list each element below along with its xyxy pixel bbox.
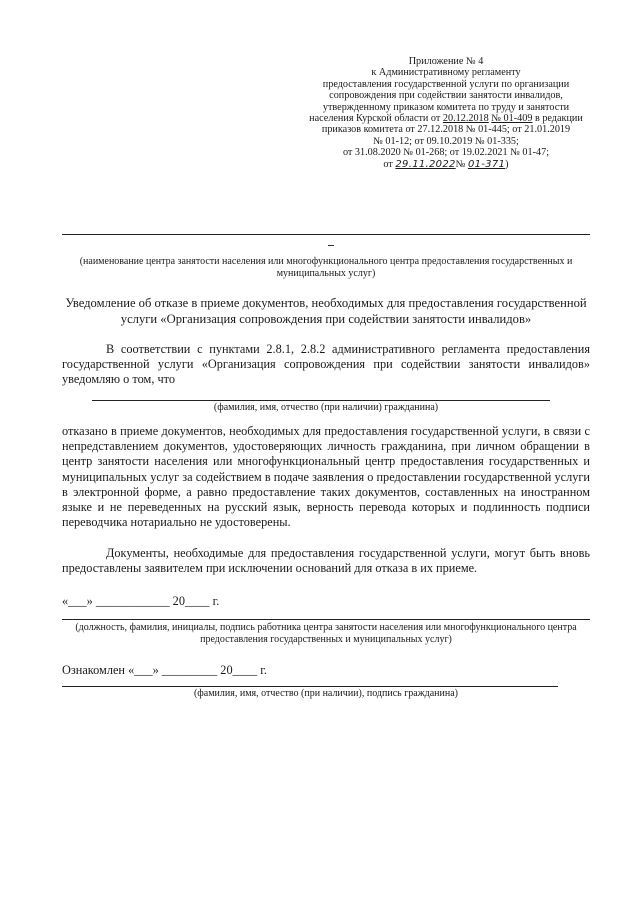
citizen-name-line [92,400,550,401]
appendix-line-8: № 01-12; от 09.10.2019 № 01-335; [373,135,519,147]
paragraph-basis: В соответствии с пунктами 2.8.1, 2.8.2 административного регламента предоставления государственной услуги «Организация сопровождения при содействии занятости инвалидов» уведомляю о том, что [62,342,590,387]
paragraph-resubmit: Документы, необходимые для предоставления государственной услуги, могут быть вновь предоставлены заявителем при исключении оснований для отказа в их приеме. [62,546,590,576]
citizen-sign-line [62,686,558,687]
acquainted-line: Ознакомлен «___» _________ 20____ г. [62,663,267,677]
dash-mark [328,245,334,246]
appendix-line-10: от 29.11.2022№ 01-371) [383,158,509,170]
appendix-line-9: от 31.08.2020 № 01-268; от 19.02.2021 № 01-47; [342,147,550,159]
handwritten-number: 01-371 [467,158,506,170]
appendix-line-7: приказов комитета от 27.12.2018 № 01-445; от 21.01.2019 [321,124,571,136]
appendix-line-6: населения Курской области от 20.12.2018 № 01-409 в редакции [309,113,583,125]
appendix-number: Приложение № 4 [408,56,484,67]
paragraph-refusal: отказано в приеме документов, необходимых для предоставления государственной услуги, в связи с непредставлением документов, удостоверяющих личность гражданина, при личном обращении в центр занятости населения или многофункциональный центр предоставления государственных и муниципальных услуг за содействием в подаче заявления о предоставлении государственной услуги в электронной форме, а равно предоставление таких документов, составленных на иностранном языке и не переведенных на русский язык, верность перевода которых и подлинность подписи переводчика нотариально не удостоверены. [62,424,590,530]
appendix-header [300,56,592,170]
appendix-line-5: утвержденному приказом комитета по труду и занятости [322,101,570,113]
date-line: «___» ____________ 20____ г. [62,594,220,608]
appendix-line-3: предоставления государственной услуги по организации [322,78,570,90]
citizen-sign-caption: (фамилия, имя, отчество (при наличии), подпись гражданина) [193,688,459,699]
center-name-caption: (наименование центра занятости населения или многофункционального центра предоставления государственных и муниципальных услуг) [79,256,573,279]
officer-sign-line [62,619,590,620]
notice-title: Уведомление об отказе в приеме документов, необходимых для предоставления государственной услуги «Организация сопровождения при содействии занятости инвалидов» [65,296,587,326]
order-date: 20.12.2018 [442,113,489,125]
appendix-line-2: к Административному регламенту [371,67,521,79]
officer-caption: (должность, фамилия, инициалы, подпись работника центра занятости населения или многофункционального центра предоставления государственных и муниципальных услуг) [75,622,577,645]
citizen-name-caption: (фамилия, имя, отчество (при наличии) гражданина) [213,402,439,413]
handwritten-date: 29.11.2022 [395,158,456,170]
order-number: № 01-409 [491,113,533,125]
appendix-line-4: сопровождения при содействии занятости инвалидов, [329,90,563,102]
center-name-line [62,234,590,235]
